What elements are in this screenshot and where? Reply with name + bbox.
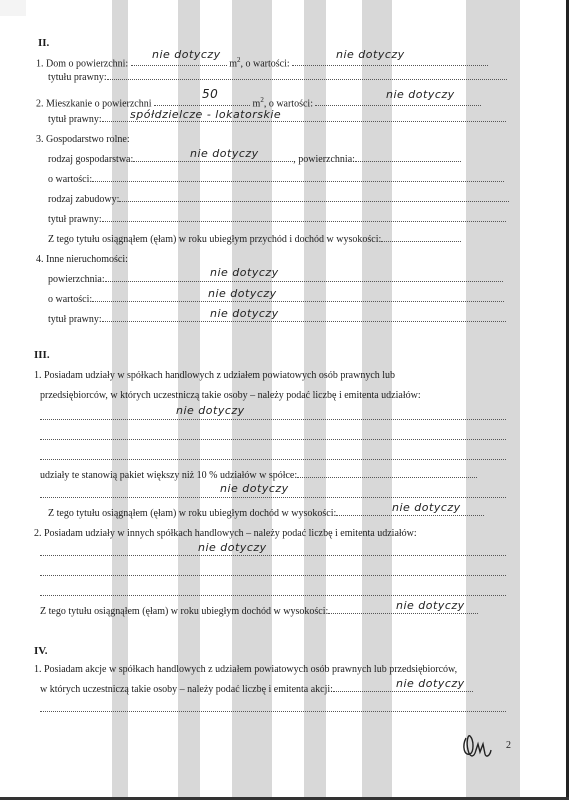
stocks-handwritten: nie dotyczy bbox=[396, 677, 465, 690]
other-title-line: tytuł prawny: bbox=[48, 312, 506, 328]
house-area-handwritten: nie dotyczy bbox=[152, 48, 221, 61]
other-shares-dotted bbox=[40, 546, 506, 562]
stocks-intro-line2: w których uczestniczą takie osoby – należy podać liczbę i emitenta akcji: bbox=[40, 682, 473, 698]
farm-heading: 3. Gospodarstwo rolne: bbox=[36, 134, 130, 145]
other-title-handwritten: nie dotyczy bbox=[210, 307, 279, 320]
flat-title-line: tytuł prawny: bbox=[48, 112, 506, 128]
stocks-intro-line1: 1. Posiadam akcje w spółkach handlowych z udziałem powiatowych osób prawnych lub przedsiębiorców, bbox=[34, 664, 458, 675]
farm-title-line: tytuł prawny: bbox=[48, 212, 506, 228]
other-property-heading: 4. Inne nieruchomości: bbox=[36, 254, 128, 265]
section-heading-iv: IV. bbox=[34, 645, 48, 657]
other-shares-income-line: Z tego tytułu osiągnąłem (ęłam) w roku ubiegłym dochód w wysokości: bbox=[40, 604, 478, 620]
shares-income-line: Z tego tytułu osiągnąłem (ęłam) w roku ubiegłym dochód w wysokości: bbox=[48, 506, 484, 522]
shares-income-handwritten: nie dotyczy bbox=[392, 501, 461, 514]
farm-type-line: rodzaj gospodarstwa: , powierzchnia: bbox=[48, 152, 461, 168]
flat-area-handwritten: 50 bbox=[202, 87, 219, 101]
flat-value-handwritten: nie dotyczy bbox=[386, 88, 455, 101]
farm-buildings-line: rodzaj zabudowy: bbox=[48, 192, 509, 208]
house-value-handwritten: nie dotyczy bbox=[336, 48, 405, 61]
shares-handwritten: nie dotyczy bbox=[176, 404, 245, 417]
shares-dotted-line bbox=[40, 410, 506, 426]
farm-type-handwritten: nie dotyczy bbox=[190, 147, 259, 160]
signature-image bbox=[460, 732, 494, 767]
shares-intro-line2: przedsiębiorców, w których uczestniczą takie osoby – należy podać liczbę i emitenta udziałów: bbox=[40, 390, 421, 401]
section-heading-iii: III. bbox=[34, 349, 50, 361]
farm-value-line: o wartości: bbox=[48, 172, 504, 188]
other-shares-income-handwritten: nie dotyczy bbox=[396, 599, 465, 612]
other-shares-dotted bbox=[40, 566, 506, 582]
flat-area-line: 2. Mieszkanie o powierzchni $m^2$, o wartości: bbox=[36, 92, 481, 108]
other-area-handwritten: nie dotyczy bbox=[210, 266, 279, 279]
flat-title-handwritten: spółdzielcze - lokatorskie bbox=[130, 108, 282, 121]
farm-income-line: Z tego tytułu osiągnąłem (ęłam) w roku ubiegłym przychód i dochód w wysokości: bbox=[48, 232, 461, 248]
section-heading-ii: II. bbox=[38, 37, 50, 49]
shares-intro-line1: 1. Posiadam udziały w spółkach handlowych z udziałem powiatowych osób prawnych lub bbox=[34, 370, 396, 381]
shares-dotted-line bbox=[40, 430, 506, 446]
shares-package-handwritten: nie dotyczy bbox=[220, 482, 289, 495]
other-value-handwritten: nie dotyczy bbox=[208, 287, 277, 300]
shares-dotted-line bbox=[40, 450, 506, 466]
other-value-line: o wartości: bbox=[48, 292, 504, 308]
page-number: 2 bbox=[506, 740, 511, 751]
shares-package-line: udziały te stanowią pakiet większy niż 10 % udziałów w spółce: bbox=[40, 468, 477, 484]
house-title-line: tytułu prawny: bbox=[48, 70, 507, 86]
stocks-dotted bbox=[40, 702, 506, 718]
other-shares-handwritten: nie dotyczy bbox=[198, 541, 267, 554]
house-area-line: 1. Dom o powierzchni: $m^2$, o wartości: bbox=[36, 52, 488, 68]
other-shares-line: 2. Posiadam udziały w innych spółkach handlowych – należy podać liczbę i emitenta udziałów: bbox=[34, 528, 417, 539]
other-area-line: powierzchnia: bbox=[48, 272, 503, 288]
